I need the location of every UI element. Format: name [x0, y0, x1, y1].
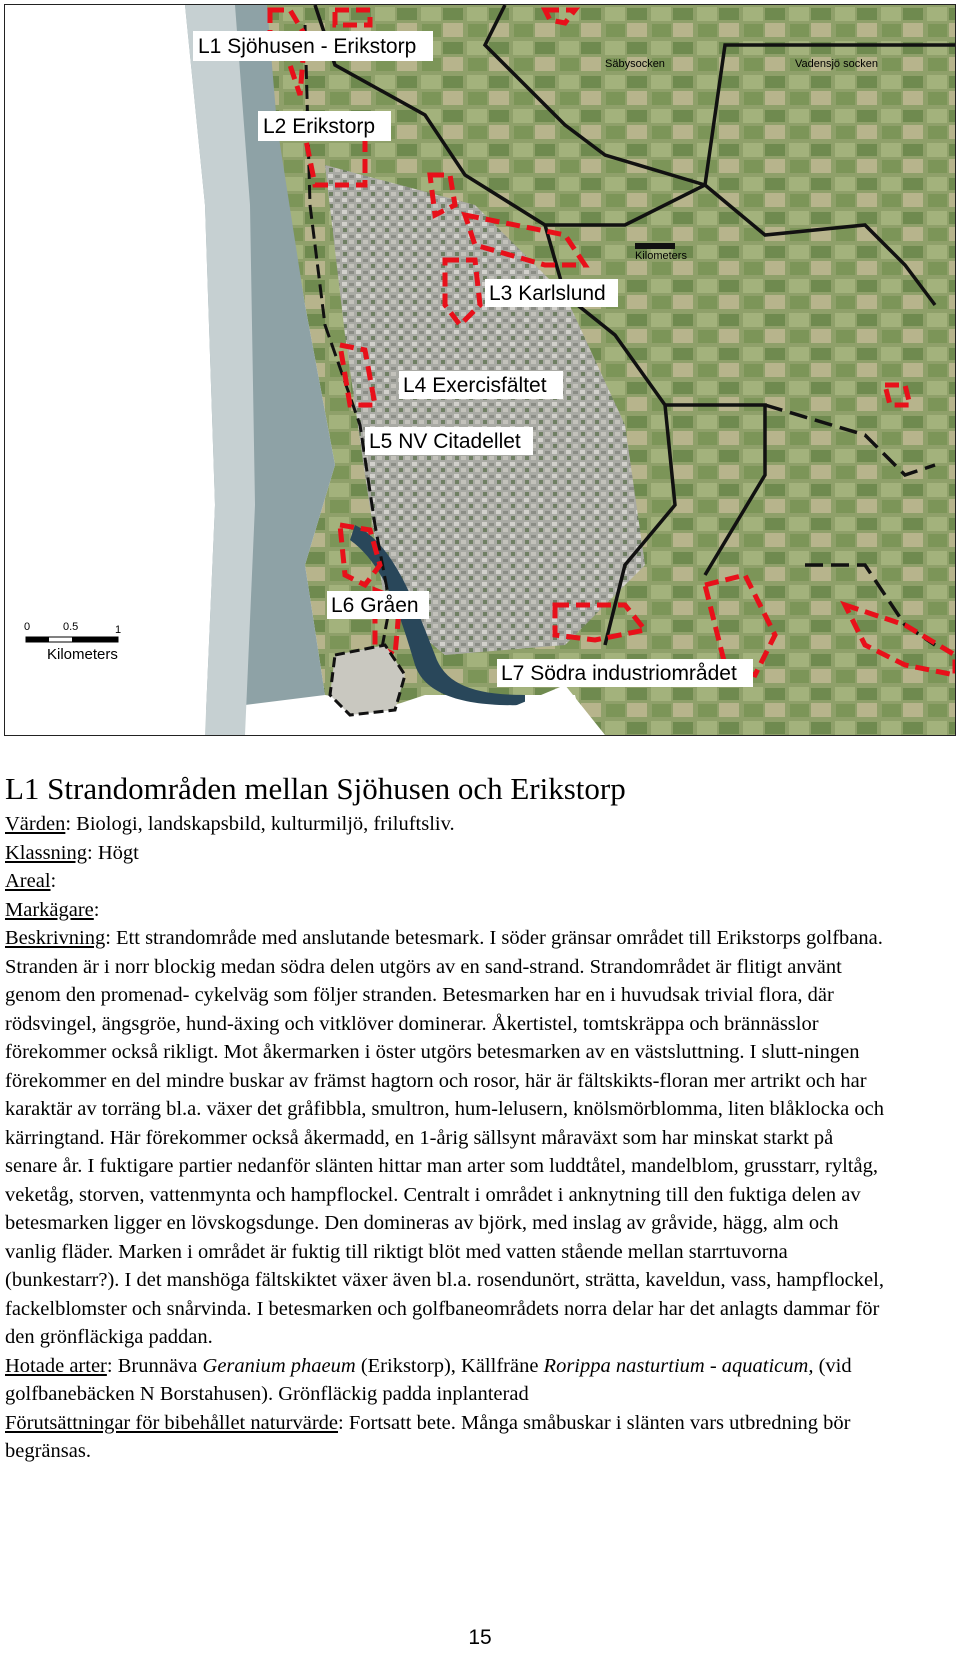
area-heading: L1 Strandområden mellan Sjöhusen och Erikstorp [5, 771, 626, 806]
threatened-label: Hotade arter [5, 1354, 107, 1377]
values-line: Värden: Biologi, landskapsbild, kulturmiljö, friluftsliv. [5, 813, 455, 835]
owner-label: Markägare [5, 898, 94, 921]
description-label: Beskrivning [5, 927, 106, 949]
svg-text:1: 1 [115, 624, 122, 636]
area-description [5, 770, 885, 1466]
values-label: Värden [5, 813, 66, 835]
label-l4: L4 Exercisfältet [403, 374, 547, 397]
page-number: 15 [468, 1626, 492, 1649]
label-l7: L7 Södra industriområdet [501, 662, 737, 685]
conditions-paragraph: Förutsättningar för bibehållet naturvärde: Fortsatt bete. Många småbuskar i slänten vars utbredning bör begränsas. [5, 1411, 851, 1462]
threatened-species: Hotade arter: Brunnäva Geranium phaeum (Erikstorp), Källfräne Rorippa nasturtium - aquaticum, (vid golfbanebäcken N Borstahusen). Grönfläckig padda inplanterad [5, 1354, 852, 1405]
svg-text:0: 0 [24, 621, 31, 633]
area-line: Areal: [5, 870, 57, 892]
areal-label: Areal [5, 870, 51, 892]
classification-line: Klassning: Högt [5, 841, 139, 864]
svg-text:0.5: 0.5 [63, 621, 79, 633]
class-label: Klassning [5, 841, 87, 864]
label-l1: L1 Sjöhusen - Erikstorp [198, 35, 417, 58]
conditions-label: Förutsättningar för bibehållet naturvärde [5, 1411, 339, 1434]
label-l2: L2 Erikstorp [263, 115, 376, 138]
description-paragraph: Beskrivning: Ett strandområde med anslutande betesmark. I söder gränsar området till Erikstorps golfbana. Stranden är i norr blockig medan södra delen utgörs av en sand-strand. Strandområdet är flitigt använt genom den promenad- cykelväg som följer stranden. Betesmarken har en i huvudsak trivial flora, där rödsvingel, ängsgröe, hund-äxing och vitklöver dominerar. Åkertistel, tomtskräppa och brännässlor förekommer också rikligt. Mot åkermarken i öster utgörs betesmarken av en västsluttning. I slutt-ningen förekommer en del mindre buskar av främst hagtorn och rosor, här är fältskikts-floran mer artrikt och har karaktär av torräng bl.a. växer det gråfibbla, smultron, hum-lelusern, knölsmörblomma, liten blåklocka och kärringtand. Här förekommer också åkermadd, en 1-årig sällsynt måraväxt som har minskat starkt på senare år. I fuktigare partier nedanför slänten hittar man arter som luddtåtel, mandelblom, grusstarr, ryltåg, veketåg, storven, vattenmynta och hampflockel. Centralt i området i anknytning till den fuktiga delen av betesmarken ligger en lövskogsdunge. Den domineras av björk, med inslag av gråvide, hägg, alm och vanlig fläder. Marken i området är fuktig till riktigt blöt med vatten stående mellan starrtuvorna (bunkestarr?). I det manshöga fältskiktet växer även bl.a. rosendunört, strätta, kaveldun, vass, hampflockel, fackelblomster och snårvinda. I betesmarken och golfbaneområdets norra delar har det anlagts dammar för den grönfläckiga paddan. [5, 927, 884, 1348]
label-l3: L3 Karlslund [489, 282, 606, 305]
scale-bar [19, 605, 129, 663]
label-l6: L6 Gråen [331, 594, 419, 617]
scale-unit: Kilometers [47, 646, 118, 663]
owner-line: Markägare: [5, 898, 100, 921]
aerial-map [4, 4, 956, 736]
label-parish-vadensjo: Vadensjö socken [795, 58, 878, 70]
label-small-kilometers: Kilometers [635, 250, 687, 262]
label-parish-saby: Säbysocken [605, 58, 665, 70]
map-canvas [5, 5, 955, 735]
label-l5: L5 NV Citadellet [369, 430, 521, 453]
